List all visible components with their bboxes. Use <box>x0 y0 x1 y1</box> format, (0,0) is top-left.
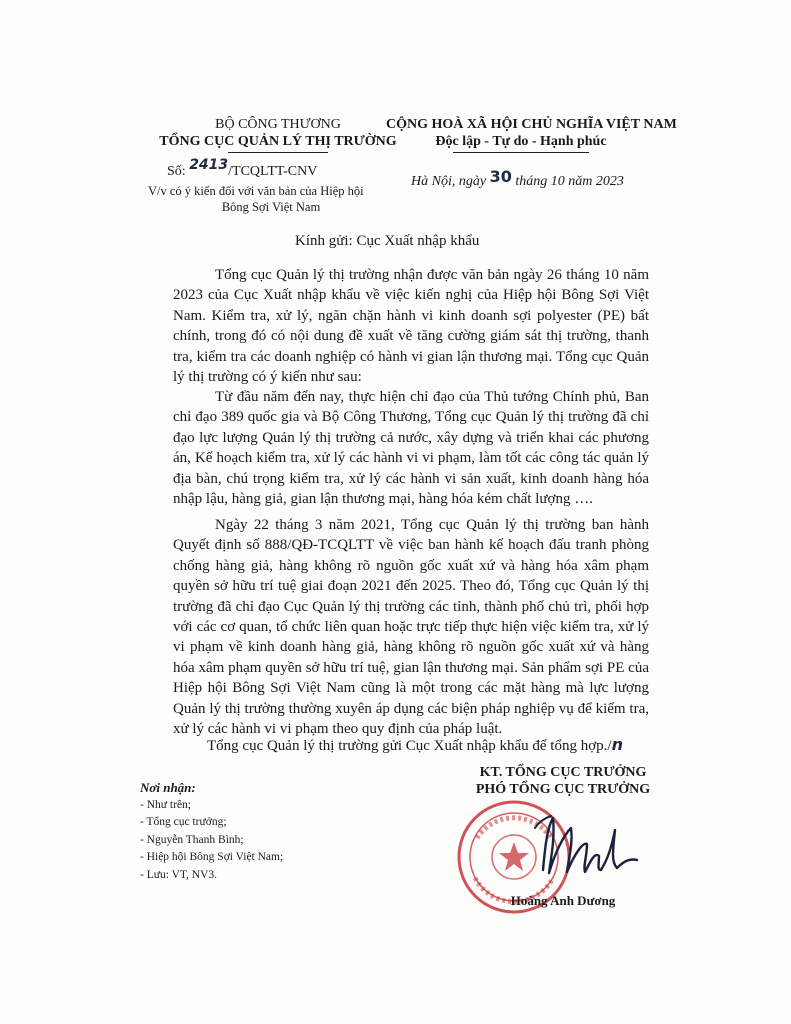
signature-line-1: KT. TỔNG CỤC TRƯỞNG <box>479 765 647 780</box>
paragraph-1: Tổng cục Quản lý thị trường nhận được văn bản ngày 26 tháng 10 năm 2023 của Cục Xuất nhập khẩu về việc kiến nghị của Hiệp hội Bông Sợi Việt Nam. Kiểm tra, xử lý, ngăn chặn hành vi kinh doanh sợi polyester (PE) bất chính, trong đó có nội dung đề xuất về tăng cường giám sát thị trường, thanh tra, kiểm tra các doanh nghiệp có hành vi gian lận thương mại. Tổng cục Quản lý thị trường có ý kiến như sau: <box>173 267 649 386</box>
recipients-title: Nơi nhận: <box>140 780 196 795</box>
signature-line-2: PHÓ TỔNG CỤC TRƯỞNG <box>475 782 651 797</box>
doc-number-label: Số: <box>167 164 186 179</box>
paragraph-4 <box>207 735 623 755</box>
motto-underline <box>453 152 589 153</box>
subject-line-1: V/v có ý kiến đối với văn bản của Hiệp hội <box>148 184 364 198</box>
recipient-item: - Tổng cục trưởng; <box>140 816 227 829</box>
date-suffix: tháng 10 năm 2023 <box>515 174 624 189</box>
ministry-name: BỘ CÔNG THƯƠNG <box>215 117 341 132</box>
recipient-item: - Như trên; <box>140 799 191 811</box>
handwritten-signature <box>525 808 645 883</box>
recipients-list <box>140 797 283 884</box>
doc-number <box>167 157 318 180</box>
department-underline <box>228 152 328 153</box>
recipient-item: - Lưu: VT, NV3. <box>140 868 218 881</box>
doc-number-suffix: /TCQLTT-CNV <box>228 164 318 179</box>
date-prefix: Hà Nội, ngày <box>411 174 487 189</box>
closing-mark: n <box>611 735 623 754</box>
subject-line-2: Bông Sợi Việt Nam <box>221 200 321 214</box>
signer-name: Hoàng Anh Dương <box>510 893 616 908</box>
date-day-handwritten: 30 <box>489 167 512 186</box>
paragraph-2: Từ đầu năm đến nay, thực hiện chỉ đạo của Thủ tướng Chính phủ, Ban chỉ đạo 389 quốc gia và Bộ Công Thương, Tổng cục Quản lý thị trường đã chỉ đạo lực lượng Quản lý thị trường cả nước, xây dựng và triển khai các phương án, Kế hoạch kiểm tra, xử lý các hành vi vi phạm, làm tốt các công tác quản lý địa bàn, chú trọng kiểm tra, xử lý các hành vi sản xuất, kinh doanh hàng hóa nhập lậu, hàng giả, gian lận thương mại, hàng hóa kém chất lượng …. <box>173 389 649 508</box>
motto: Độc lập - Tự do - Hạnh phúc <box>435 134 607 149</box>
recipient-item: - Hiệp hội Bông Sợi Việt Nam; <box>140 851 284 864</box>
country-name: CỘNG HOÀ XÃ HỘI CHỦ NGHĨA VIỆT NAM <box>386 117 677 132</box>
department-name: TỔNG CỤC QUẢN LÝ THỊ TRƯỜNG <box>159 134 397 149</box>
closing-sentence: Tổng cục Quản lý thị trường gửi Cục Xuất nhập khẩu để tổng hợp./ <box>207 738 612 754</box>
date-line <box>411 167 624 190</box>
paragraph-3: Ngày 22 tháng 3 năm 2021, Tổng cục Quản lý thị trường ban hành Quyết định số 888/QĐ-TCQLTT về việc ban hành kế hoạch đấu tranh phòng chống hàng giả, hàng không rõ nguồn gốc xuất xứ và hàng hóa xâm phạm quyền sở hữu trí tuệ giai đoạn 2021 đến 2025. Theo đó, Tổng cục Quản lý thị trường đã chỉ đạo Cục Quản lý thị trường các tỉnh, thành phố chủ trì, phối hợp với các cơ quan, tổ chức liên quan hoặc trực tiếp thực hiện việc kiểm tra, xử lý vi phạm về kinh doanh hàng giả, hàng không rõ nguồn gốc xuất xứ và hàng hóa xâm phạm quyền sở hữu trí tuệ, gian lận thương mại. Sản phẩm sợi PE của Hiệp hội Bông Sợi Việt Nam cũng là một trong các mặt hàng mà lực lượng Quản lý thị trường thường xuyên áp dụng các biện pháp nghiệp vụ để kiểm tra, xử lý các hành vi vi phạm theo quy định của pháp luật. <box>173 517 649 738</box>
doc-number-handwritten: 2413 <box>189 157 229 173</box>
recipient-item: - Nguyễn Thanh Bình; <box>140 833 244 846</box>
recipient-line: Kính gửi: Cục Xuất nhập khẩu <box>295 233 480 249</box>
